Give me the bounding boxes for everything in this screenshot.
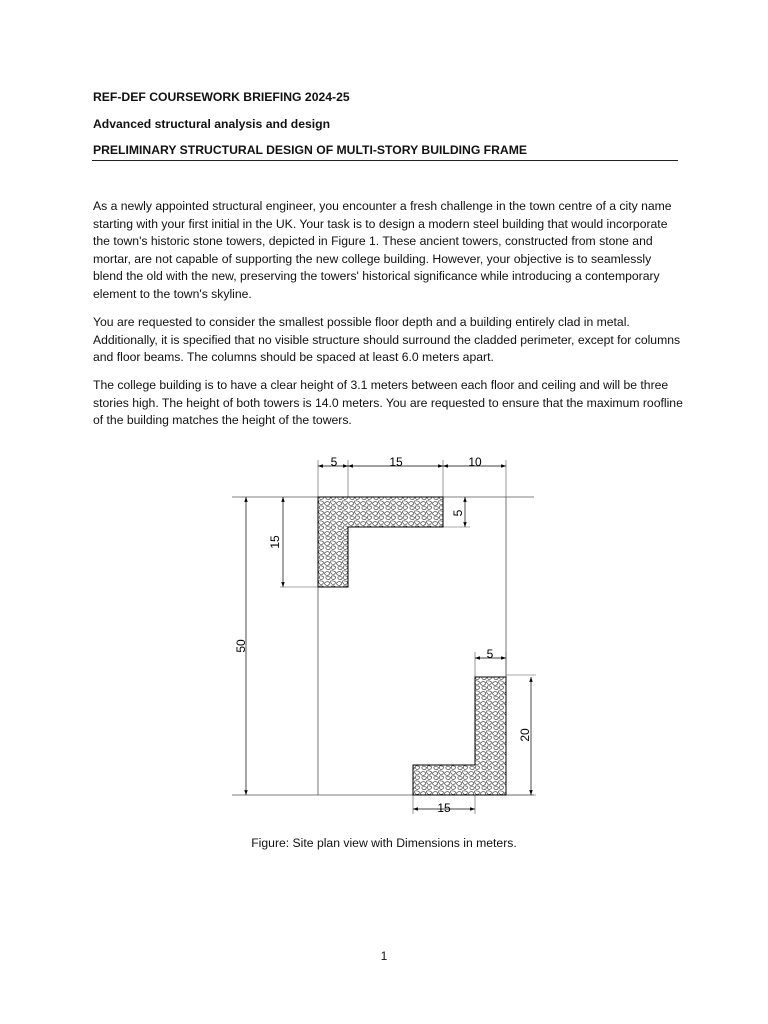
intro-paragraph: As a newly appointed structural engineer, you encounter a fresh challenge in the town centre of a city name starting with your first initial in the UK. Your task is to design a modern steel building that would incorporate the town's historic stone towers, depicted in Figure 1. These ancient towers, constructed from stone and mortar, are not capable of supporting the new college building. However, your objective is to seamlessly blend the old with the new, preserving the towers' historical significance while introducing a contemporary element to the town's skyline.: [93, 199, 672, 301]
tower-1: [318, 497, 443, 587]
dim-label-tower1-height: 15: [268, 535, 282, 549]
dim-label-tower1-depth: 5: [451, 509, 465, 517]
requirements-paragraph: You are requested to consider the smallest possible floor depth and a building entirely clad in metal. Additionally, it is specified that no visible structure should surround the cladded perimeter, except for columns and floor beams. The columns should be spaced at least 6.0 meters apart.: [93, 315, 681, 365]
site-plan-figure: [220, 440, 548, 828]
height-paragraph: The college building is to have a clear height of 3.1 meters between each floor and ceiling and will be three stories high. The height of both towers is 14.0 meters. You are requested to ensure that the maximum roofline of the building matches the height of the towers.: [93, 378, 683, 428]
figure-caption: Figure: Site plan view with Dimensions in meters.: [251, 836, 517, 850]
dim-label-tower2-width: 5: [486, 647, 494, 661]
dim-label-tower2-height: 20: [518, 728, 532, 742]
page-number: 1: [380, 949, 388, 963]
assignment-title: PRELIMINARY STRUCTURAL DESIGN OF MULTI-STORY BUILDING FRAME: [93, 143, 528, 157]
dim-label-overall-height: 50: [234, 639, 248, 653]
module-title: Advanced structural analysis and design: [93, 117, 331, 131]
dim-label-top-right: 10: [468, 455, 482, 469]
tower-2: [413, 677, 506, 795]
dim-label-top-left: 5: [330, 455, 338, 469]
briefing-title: REF-DEF COURSEWORK BRIEFING 2024-25: [93, 90, 350, 104]
dim-label-top-middle: 15: [389, 455, 403, 469]
dim-label-tower2-base: 15: [437, 801, 451, 815]
header-divider: [92, 160, 678, 161]
